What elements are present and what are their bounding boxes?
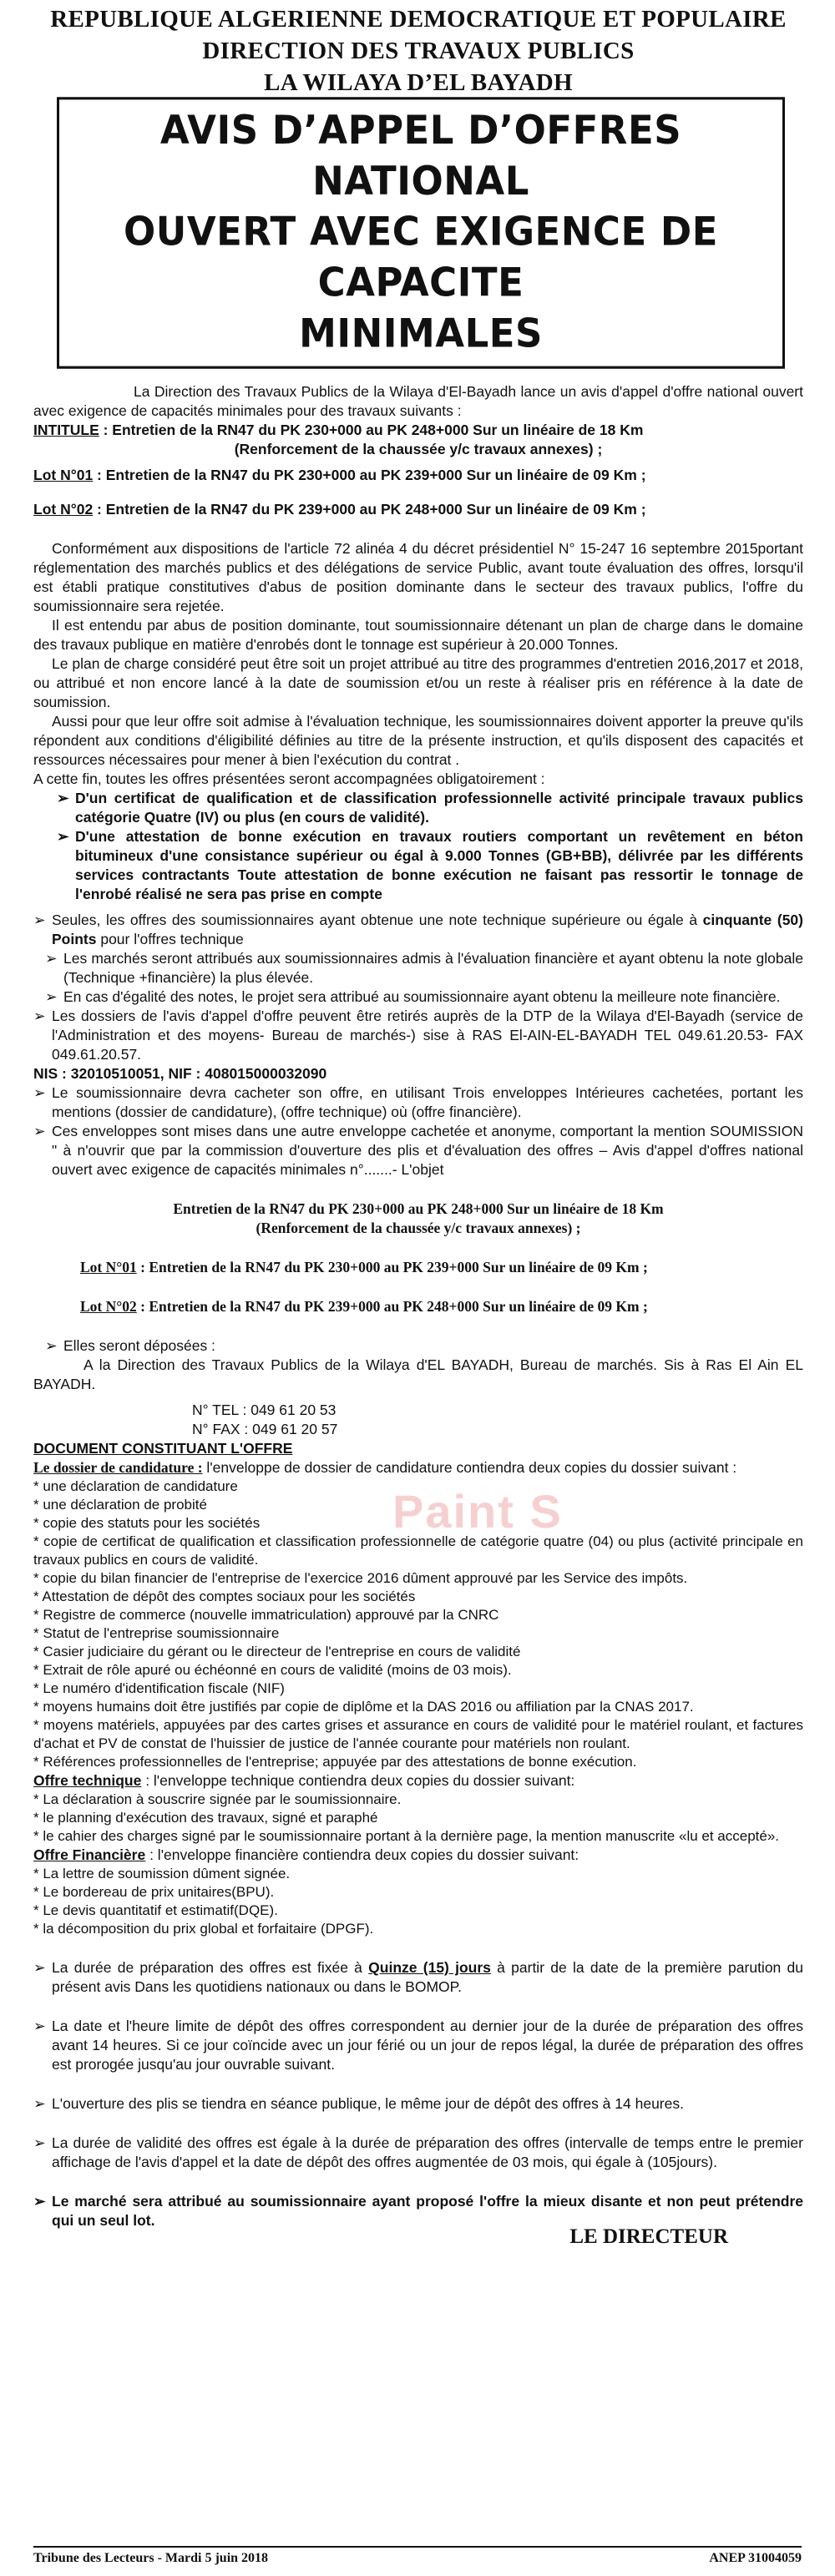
header-line-direction: DIRECTION DES TRAVAUX PUBLICS [202, 38, 635, 64]
offre-financiere-label: Offre Financière [33, 1846, 146, 1863]
list-item: * Le bordereau de prix unitaires(BPU). [33, 1884, 275, 1900]
bullet-soumissionnaire: ➢ Le soumissionnaire devra cacheter son offre, en utilisant Trois enveloppes Intérieures cachetées, portant les mentions (dossier de candidature), (offre technique) où (offre financière). [33, 1084, 803, 1120]
list-item: * Extrait de rôle apuré ou échéonné en cours de validité (moins de 03 mois). [33, 1662, 512, 1678]
arrow-bullet-icon: ➢ [57, 828, 69, 845]
objet-lot2-label: Lot N°02 [80, 1298, 137, 1315]
objet-line-1: Entretien de la RN47 du PK 230+000 au PK 248+000 Sur un linéaire de 18 Km [173, 1200, 664, 1217]
bullet-ouverture-plis: ➢ L'ouverture des plis se tiendra en séance publique, le même jour de dépôt des offres à 14 heures. [33, 2095, 684, 2112]
paragraph-a-cette-fin: A cette fin, toutes les offres présentées seront accompagnées obligatoirement : [33, 770, 545, 787]
bullet-enveloppes: ➢ Ces enveloppes sont mises dans une autre enveloppe cachetée et anonyme, comportant la mention SOUMISSION " à n'ouvrir que par la commission d'ouverture des plis et d'évaluation des offres – Avis d'appel d'offres national ouvert avec exigence de capacités minimales n°.......- L'objet [33, 1123, 803, 1178]
objet-lot2-text: : Entretien de la RN47 du PK 239+000 au PK 248+000 Sur un linéaire de 09 Km ; [136, 1298, 648, 1315]
page-footer [33, 2546, 802, 2566]
list-item: * copie de certificat de qualification et classification professionnelle de catégorie quatre (04) ou plus (activité principale en travaux publics en cours de validité. [33, 1533, 803, 1568]
bullet-validite: ➢ La durée de validité des offres est égale à la durée de préparation des offres (intervalle de temps entre le premier affichage de l'avis d'appel et la date de dépôt des offres augmentée de 03 mois, qui égale à (105jours). [33, 2134, 803, 2170]
list-item: * Casier judiciaire du gérant ou le directeur de l'entreprise en cours de validité [33, 1644, 521, 1659]
list-item: * La lettre de soumission dûment signée. [33, 1866, 291, 1881]
header-line-wilaya: LA WILAYA D’EL BAYADH [264, 69, 573, 96]
footer-anep-ref: ANEP 31004059 [709, 2551, 802, 2565]
list-item: * une déclaration de candidature [33, 1478, 238, 1494]
title-line-2: OUVERT AVEC EXIGENCE DE CAPACITE [124, 208, 718, 306]
list-item: * Registre de commerce (nouvelle immatriculation) approuvé par la CNRC [33, 1607, 499, 1623]
title-line-3: MINIMALES [299, 310, 543, 357]
offre-financiere-list [33, 1865, 803, 1938]
list-item: * moyens humains doit être justifiés par copie de diplôme et la DAS 2016 ou affiliation par la CNAS 2017. [33, 1699, 694, 1715]
list-item: * moyens matériels, appuyées par des cartes grises et assurance en cours de validité pour le matériel roulant, et factures d'achat et PV de constat de l'huissier de justice de l'année courante pour matériels non roulant. [33, 1717, 803, 1751]
lot2-label: Lot N°02 [33, 501, 94, 518]
arrow-bullet-icon: ➢ [57, 790, 69, 806]
list-item: * la décomposition du prix global et forfaitaire (DPGF). [33, 1921, 374, 1937]
paragraph-plan-charge: Le plan de charge considéré peut être soit un projet attribué au titre des programmes d'entretien 2016,2017 et 2018, ou attribué et non encore lancé à la date de soumission et/ou un reste à réaliser pris en référence à la date de soumission. [33, 655, 803, 710]
list-item: * copie du bilan financier de l'entreprise de l'exercice 2016 dûment approuvé par les Service des impôts. [33, 1570, 688, 1586]
header-line-republic: REPUBLIQUE ALGERIENNE DEMOCRATIQUE ET POPULAIRE [50, 6, 787, 33]
paragraph-abus: Il est entendu par abus de position dominante, tout soumissionnaire détenant un plan de charge dans le domaine des travaux publique en matière d'enrobés dont le tonnage est supérieur à 20.000 Tonnes. [33, 617, 803, 653]
depot-address: A la Direction des Travaux Publics de la Wilaya d'EL BAYADH, Bureau de marchés. Sis à Ras El Ain EL BAYADH. [33, 1356, 803, 1392]
offre-technique-label: Offre technique [33, 1772, 142, 1789]
bullet-marches: ➢ Les marchés seront attribués aux soumissionnaires admis à l'évaluation financière et ayant obtenu la note globale (Technique +financière) la plus élevée. [45, 950, 803, 986]
list-item: * le planning d'exécution des travaux, signé et paraphé [33, 1810, 378, 1826]
list-item: * copie des statuts pour les sociétés [33, 1515, 261, 1531]
notice-title-box [57, 97, 785, 369]
arrow-bullet-icon: ➢ [33, 2095, 46, 2112]
arrow-bullet-icon: ➢ [33, 1123, 46, 1139]
lot2-text: : Entretien de la RN47 du PK 239+000 au PK 248+000 Sur un linéaire de 09 Km ; [93, 501, 646, 518]
watermark: Paint S [392, 1485, 563, 1538]
arrow-bullet-icon: ➢ [33, 1959, 46, 1976]
objet-lot1-label: Lot N°01 [80, 1259, 137, 1275]
list-item: * Attestation de dépôt des comptes sociaux pour les sociétés [33, 1589, 416, 1604]
intitule-sub: (Renforcement de la chaussée y/c travaux annexes) ; [234, 441, 603, 457]
arrow-bullet-icon: ➢ [45, 988, 58, 1005]
documents-heading: DOCUMENT CONSTITUANT L'OFFRE [33, 1440, 293, 1457]
objet-lot1-text: : Entretien de la RN47 du PK 230+000 au PK 239+000 Sur un linéaire de 09 Km ; [136, 1259, 648, 1275]
list-item: * le cahier des charges signé par le soumissionnaire portant à la dernière page, la mention manuscrite «lu et accepté». [33, 1828, 780, 1844]
bullet-duree-preparation: ➢ La durée de préparation des offres est fixée à Quinze (15) jours à partir de la date de la première parution du présent avis Dans les quotidiens nationaux ou dans le BOMOP. [33, 1959, 803, 1995]
arrow-bullet-icon: ➢ [45, 1337, 58, 1354]
bullet-date-limite: ➢ La date et l'heure limite de dépôt des offres correspondent au dernier jour de la durée de préparation des offres avant 14 heures. Si ce jour coïncide avec un jour férié ou un jour de repos légal, la durée de préparation des offres est prorogée jusqu'au jour ouvrable suivant. [33, 2018, 803, 2073]
signature-le-directeur: LE DIRECTEUR [569, 2225, 728, 2248]
offre-technique-list [33, 1791, 803, 1846]
intro-paragraph: La Direction des Travaux Publics de la Wilaya d'El-Bayadh lance un avis d'appel d'offre national ouvert avec exigence de capacités minimales pour des travaux suivants : [33, 383, 803, 419]
list-item: * Références professionnelles de l'entreprise; appuyée par des attestations de bonne exécution. [33, 1754, 637, 1770]
candidature-text: l'enveloppe de dossier de candidature contiendra deux copies du dossier suivant : [202, 1459, 737, 1476]
bullet-seules-offres: ➢ Seules, les offres des soumissionnaires ayant obtenue une note technique supérieure ou égale à cinquante (50) Points pour l'offres technique [33, 912, 803, 947]
bullet-dossiers: ➢ Les dossiers de l'avis d'appel d'offre peuvent être retirés auprès de la DTP de la Wilaya d'El-Bayadh (service de l'Administration et des moyens- Bureau de marchés-) sise à RAS El-AIN-EL-BAYADH TEL 049.61.20.53- FAX 049.61.20.57. [33, 1008, 803, 1063]
intitule-text: : Entretien de la RN47 du PK 230+000 au PK 248+000 Sur un linéaire de 18 Km [99, 422, 644, 438]
footer-publication: Tribune des Lecteurs - Mardi 5 juin 2018 [33, 2551, 269, 2565]
list-item: * Le numéro d'identification fiscale (NIF) [33, 1680, 285, 1696]
bullet-deposees: ➢ Elles seront déposées : [45, 1337, 215, 1354]
list-item: * une déclaration de probité [33, 1497, 207, 1513]
list-item: * La déclaration à souscrire signée par le soumissionnaire. [33, 1791, 402, 1807]
nis-nif-line: NIS : 32010510051, NIF : 408015000032090 [33, 1065, 327, 1082]
list-item: * Le devis quantitatif et estimatif(DQE). [33, 1902, 278, 1918]
arrow-bullet-icon: ➢ [33, 1008, 46, 1024]
requirement-attestation: ➢ D'une attestation de bonne exécution en travaux routiers comportant un revêtement en béton bitumineux d'une consistance supérieur ou égal à 9.000 Tonnes (GB+BB), délivrée par les différents services contractants Toute attestation de bonne exécution ne faisant pas ressortir le tonnage de l'enrobé réalisé ne sera pas prise en compte [57, 828, 803, 902]
requirement-certificat: ➢ D'un certificat de qualification et de classification professionnelle activité principale travaux publics catégorie Quatre (IV) ou plus (en cours de validité). [57, 790, 803, 826]
arrow-bullet-icon: ➢ [33, 2193, 46, 2210]
arrow-bullet-icon: ➢ [33, 1084, 46, 1101]
candidature-label: Le dossier de candidature : [33, 1459, 203, 1476]
offre-technique-text: : l'enveloppe technique contiendra deux copies du dossier suivant: [141, 1772, 575, 1789]
arrow-bullet-icon: ➢ [33, 2018, 46, 2034]
list-item: * Statut de l'entreprise soumissionnaire [33, 1625, 280, 1641]
arrow-bullet-icon: ➢ [33, 2134, 46, 2151]
objet-line-2: (Renforcement de la chaussée y/c travaux annexes) ; [256, 1220, 581, 1236]
paragraph-conformement: Conformément aux dispositions de l'article 72 alinéa 4 du décret présidentiel N° 15-247 16 septembre 2015portant réglementation des marchés publics et des délégations de service Public, avant toute évaluation des offres, lorsqu'il est établi pratique constitutives d'abus de position dominante dans le secteur des travaux publics, l'offre du soumissionnaire sera rejetée. [33, 540, 803, 614]
intitule-label: INTITULE [33, 422, 99, 438]
lot1-text: : Entretien de la RN47 du PK 230+000 au PK 239+000 Sur un linéaire de 09 Km ; [93, 467, 646, 483]
bullet-egalite: ➢ En cas d'égalité des notes, le projet sera attribué au soumissionnaire ayant obtenu la meilleure note financière. [45, 988, 781, 1005]
bullet-attribution: ➢ Le marché sera attribué au soumissionnaire ayant proposé l'offre la mieux disante et non peut prétendre qui un seul lot. [33, 2193, 803, 2229]
depot-tel: N° TEL : 049 61 20 53 [192, 1402, 337, 1418]
title-line-1: AVIS D’APPEL D’OFFRES NATIONAL [159, 106, 682, 205]
paragraph-aussi: Aussi pour que leur offre soit admise à l'évaluation technique, les soumissionnaires doivent apporter la preuve qu'ils répondent aux conditions d'éligibilité définies au titre de la présente instruction, et qu'ils disposent des capacités et ressources nécessaires pour mener à bien l'exécution du contrat . [33, 713, 803, 768]
lot1-label: Lot N°01 [33, 467, 94, 483]
arrow-bullet-icon: ➢ [33, 912, 46, 928]
offre-financiere-text: : l'enveloppe financière contiendra deux copies du dossier suivant: [145, 1846, 579, 1863]
depot-fax: N° FAX : 049 61 20 57 [192, 1421, 338, 1437]
arrow-bullet-icon: ➢ [45, 950, 58, 967]
